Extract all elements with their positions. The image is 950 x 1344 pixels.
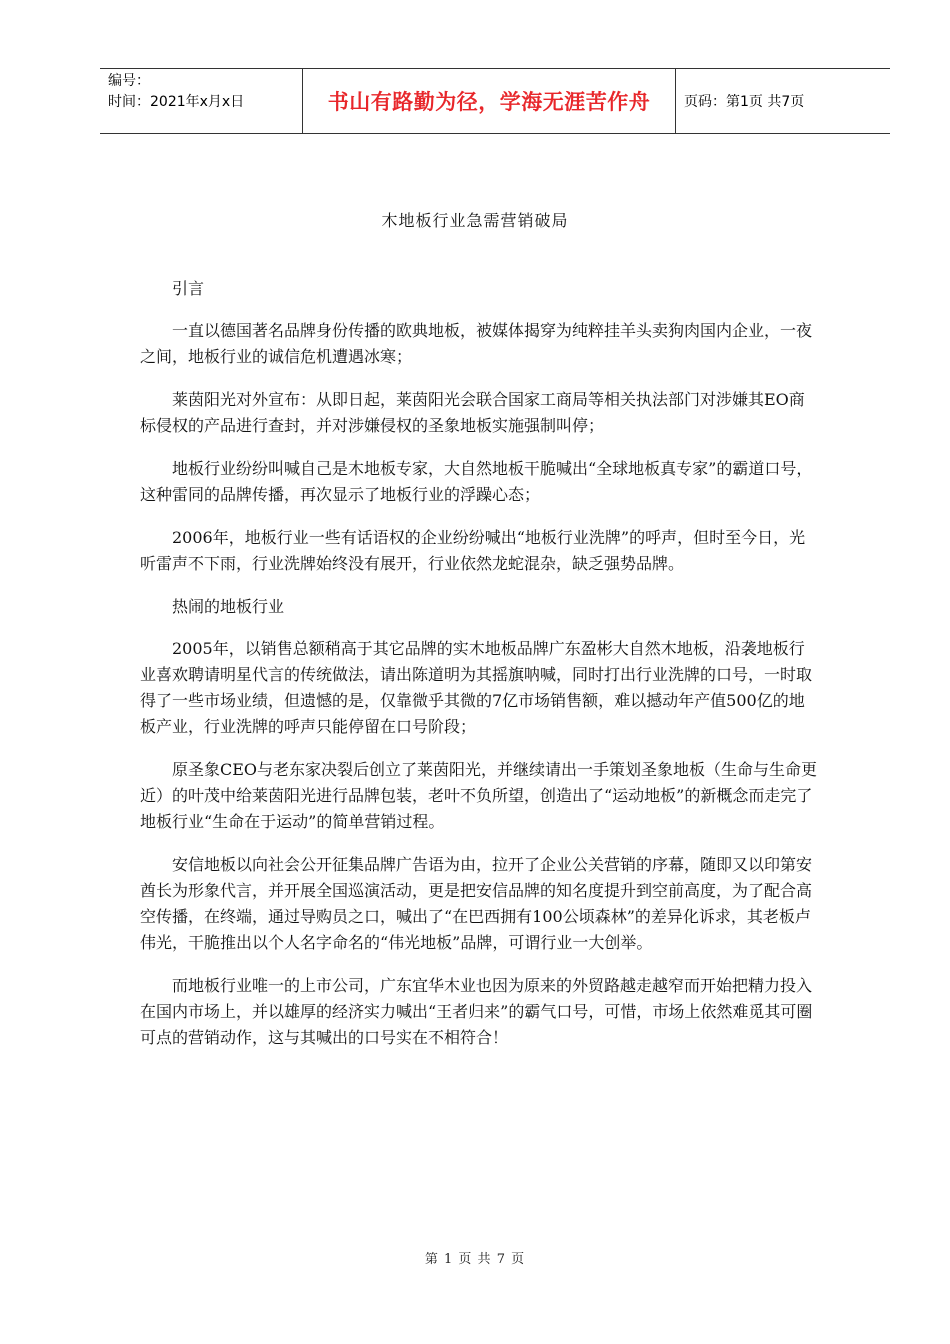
date-text: 时间：2021年x月x日 bbox=[108, 94, 245, 110]
header-page-info: 页码：第1页 共7页 bbox=[684, 94, 805, 110]
document-title: 木地板行业急需营销破局 bbox=[381, 211, 569, 230]
body-paragraph: 2006年，地板行业一些有话语权的企业纷纷喊出“地板行业洗牌”的呼声，但时至今日，光听雷声不下雨，行业洗牌始终没有展开，行业依然龙蛇混杂，缺乏强势品牌。 bbox=[140, 528, 806, 573]
number-label: 编号： bbox=[108, 73, 150, 89]
body-paragraph: 原圣象CEO与老东家决裂后创立了莱茵阳光，并继续请出一手策划圣象地板（生命与生命更近）的叶茂中给莱茵阳光进行品牌包装，老叶不负所望，创造出了“运动地板”的新概念而走完了地板行业“生命在于运动”的简单营销过程。 bbox=[140, 760, 818, 831]
document-body bbox=[140, 276, 820, 1068]
body-paragraph: 一直以德国著名品牌身份传播的欧典地板，被媒体揭穿为纯粹挂羊头卖狗肉国内企业，一夜之间，地板行业的诚信危机遭遇冰寒； bbox=[140, 321, 813, 366]
body-paragraph: 而地板行业唯一的上市公司，广东宜华木业也因为原来的外贸路越走越窄而开始把精力投入在国内市场上，并以雄厚的经济实力喊出“王者归来”的霸气口号，可惜，市场上依然难觅其可圈可点的营销动作，这与其喊出的口号实在不相符合！ bbox=[140, 976, 813, 1047]
document-header bbox=[100, 68, 890, 134]
body-paragraph: 地板行业纷纷叫喊自己是木地板专家，大自然地板干脆喊出“全球地板真专家”的霸道口号，这种雷同的品牌传播，再次显示了地板行业的浮躁心态； bbox=[140, 459, 813, 504]
header-meta bbox=[100, 69, 302, 133]
body-paragraph: 莱茵阳光对外宣布：从即日起，莱茵阳光会联合国家工商局等相关执法部门对涉嫌其EO商标侵权的产品进行查封，并对涉嫌侵权的圣象地板实施强制叫停； bbox=[140, 390, 805, 435]
body-paragraph: 安信地板以向社会公开征集品牌广告语为由，拉开了企业公关营销的序幕，随即又以印第安酋长为形象代言，并开展全国巡演活动，更是把安信品牌的知名度提升到空前高度，为了配合高空传播，在终端，通过导购员之口，喊出了“在巴西拥有100公顷森林”的差异化诉求，其老板卢伟光，干脆推出以个人名字命名的“伟光地板”品牌，可谓行业一大创举。 bbox=[140, 855, 813, 952]
page-footer: 第 1 页 共 7 页 bbox=[424, 1252, 526, 1267]
header-motto: 书山有路勤为径，学海无涯苦作舟 bbox=[302, 69, 676, 133]
body-paragraph: 2005年，以销售总额稍高于其它品牌的实木地板品牌广东盈彬大自然木地板，沿袭地板行业喜欢聘请明星代言的传统做法，请出陈道明为其摇旗呐喊，同时打出行业洗牌的口号，一时取得了一些市场业绩，但遗憾的是，仅靠微乎其微的7亿市场销售额，难以撼动年产值500亿的地板产业，行业洗牌的呼声只能停留在口号阶段； bbox=[140, 639, 813, 736]
section-heading: 热闹的地板行业 bbox=[172, 597, 285, 616]
section-heading: 引言 bbox=[172, 279, 205, 298]
